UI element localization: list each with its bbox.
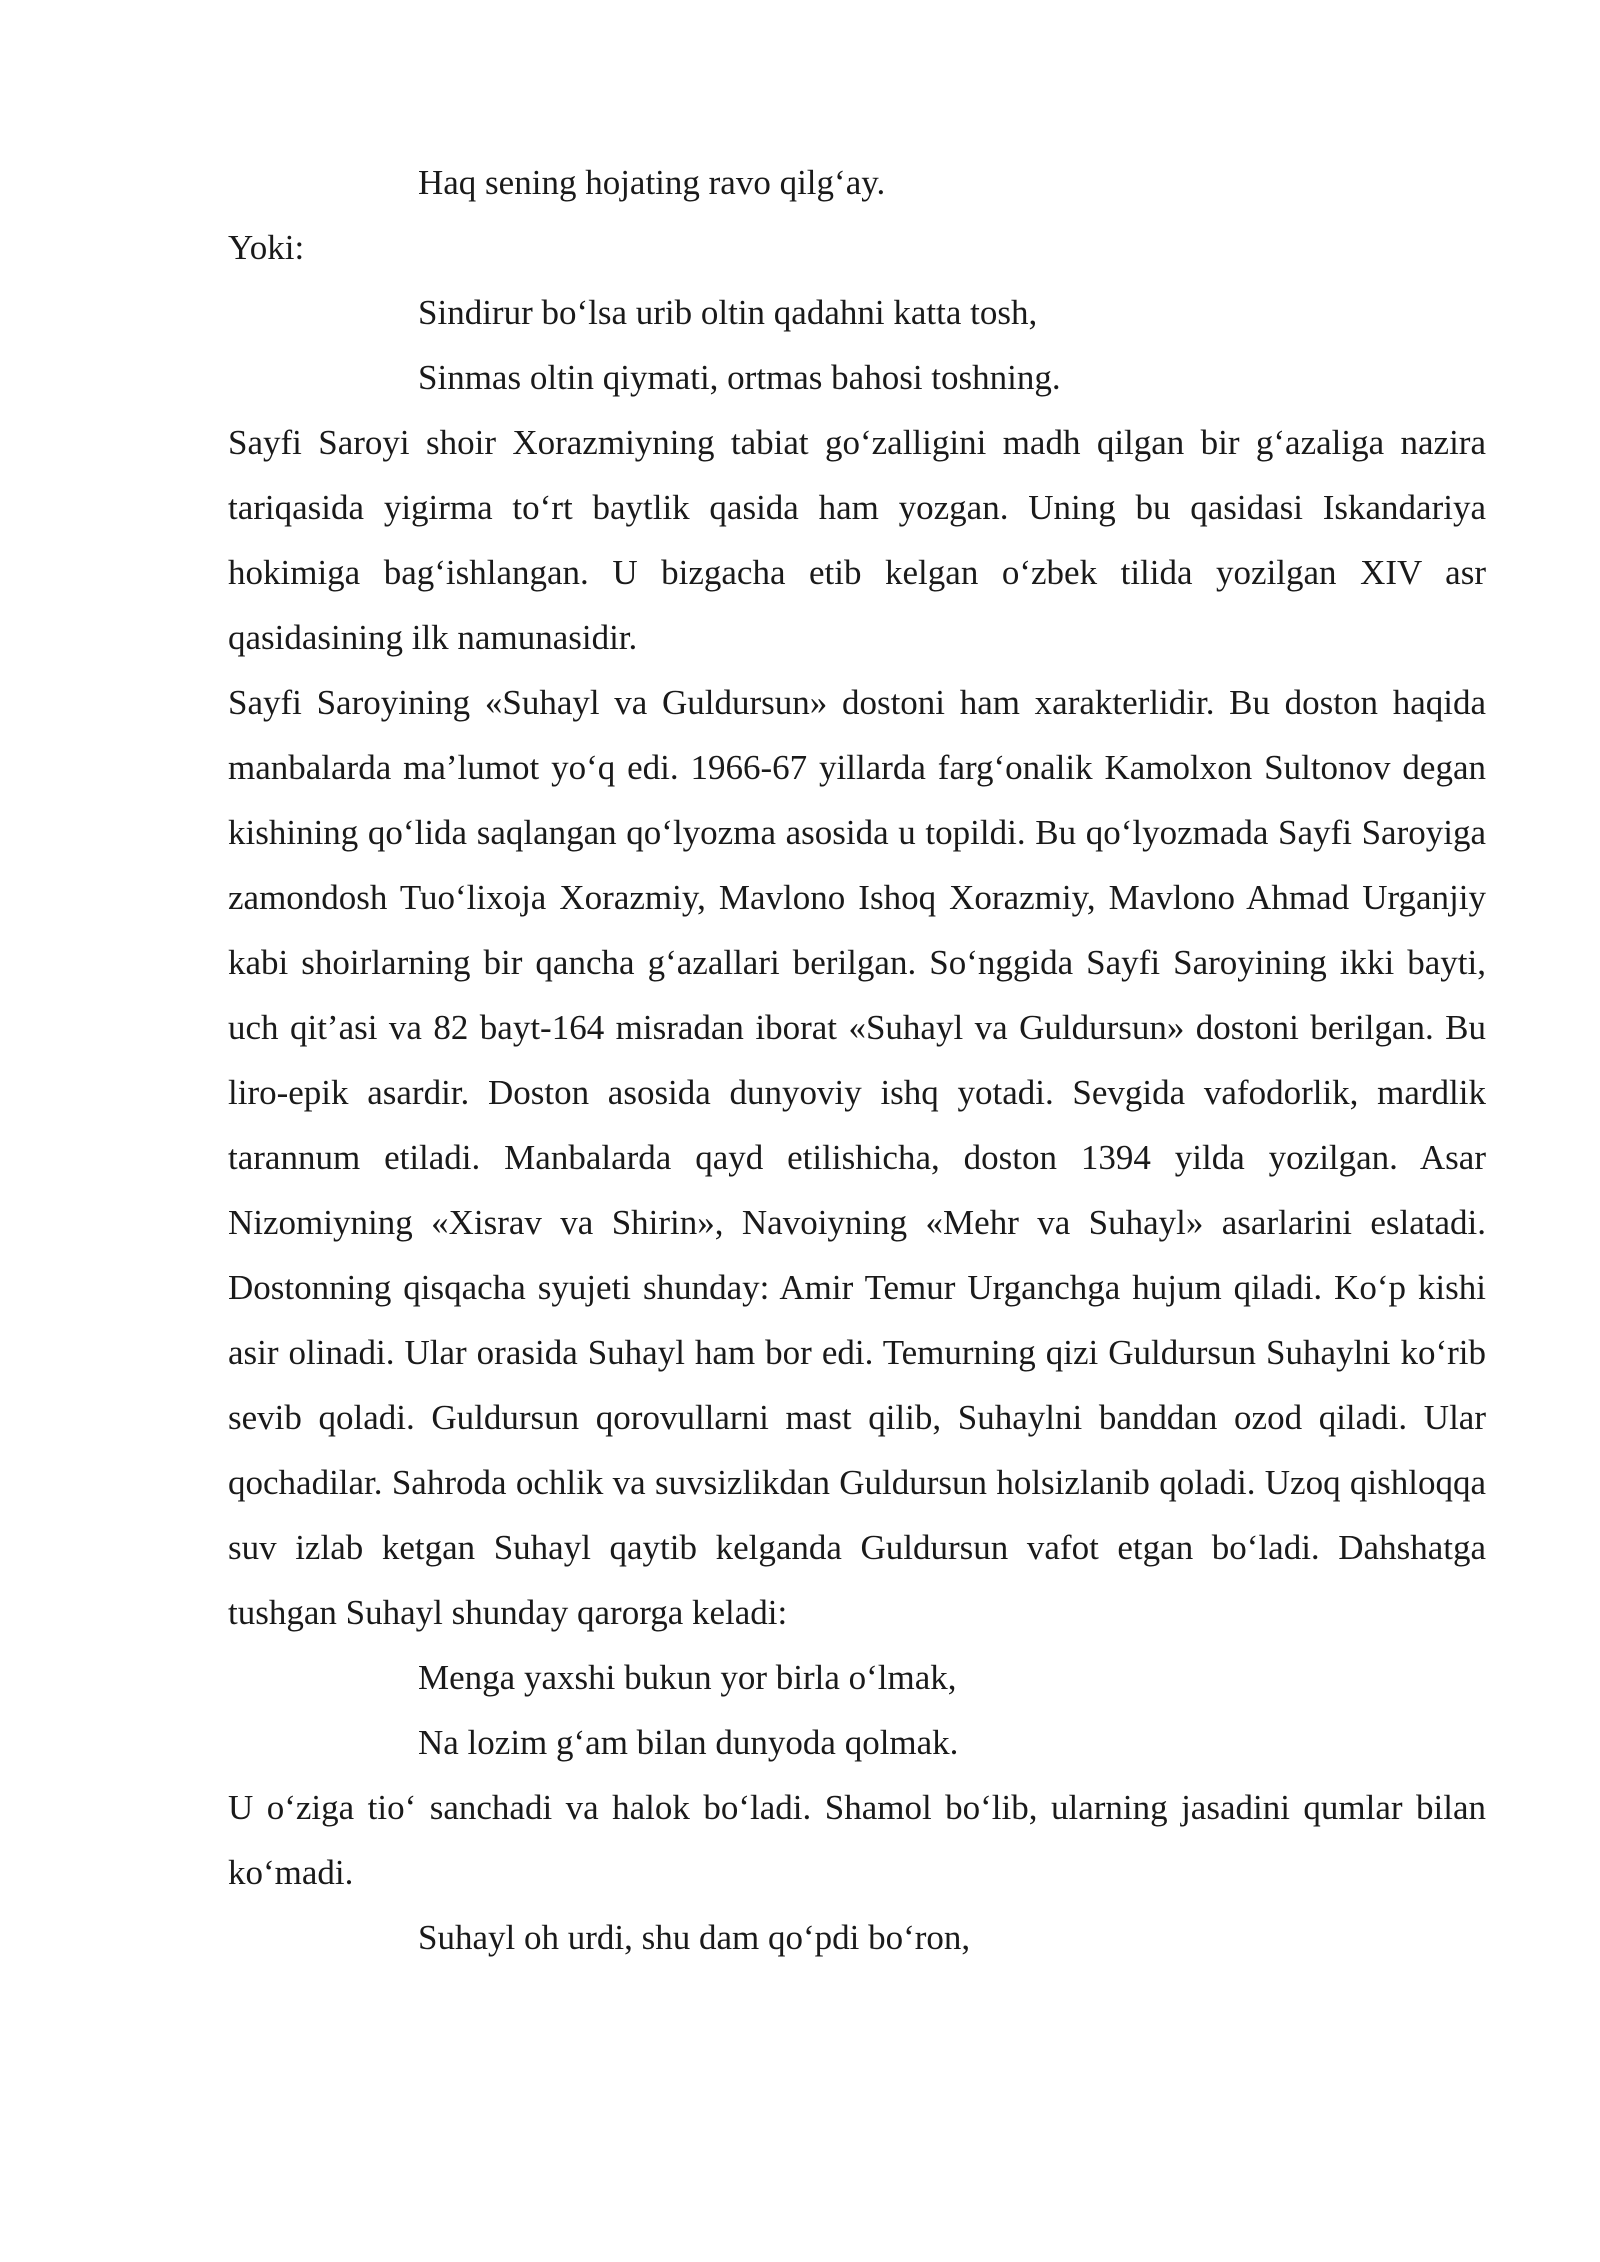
verse-line: Menga yaxshi bukun yor birla o‘lmak, (418, 1658, 957, 1697)
document-page (228, 150, 1486, 1970)
body-paragraph: Sayfi Saroyining «Suhayl va Guldursun» dostoni ham xarakterlidir. Bu doston haqida manbalarda ma’lumot yo‘q edi. 1966-67 yillarda farg‘onalik Kamolxon Sultonov degan kishining qo‘lida saqlangan qo‘lyozma asosida u topildi. Bu qo‘lyozmada Sayfi Saroyiga zamondosh Tuo‘lixoja Xorazmiy, Mavlono Ishoq Xorazmiy, Mavlono Ahmad Urganjiy kabi shoirlarning bir qancha g‘azallari berilgan. So‘nggida Sayfi Saroyining ikki bayti, uch qit’asi va 82 bayt-164 misradan iborat «Suhayl va Guldursun» dostoni berilgan. Bu liro-epik asardir. Doston asosida dunyoviy ishq yotadi. Sevgida vafodorlik, mardlik tarannum etiladi. Manbalarda qayd etilishicha, doston 1394 yilda yozilgan. Asar Nizomiyning «Xisrav va Shirin», Navoiyning «Mehr va Suhayl» asarlarini eslatadi. Dostonning qisqacha syujeti shunday: Amir Temur Urganchga hujum qiladi. Ko‘p kishi asir olinadi. Ular orasida Suhayl ham bor edi. Temurning qizi Guldursun Suhaylni ko‘rib sevib qoladi. Guldursun qorovullarni mast qilib, Suhaylni banddan ozod qiladi. Ular qochadilar. Sahroda ochlik va suvsizlikdan Guldursun holsizlanib qoladi. Uzoq qishloqqa suv izlab ketgan Suhayl qaytib kelganda Guldursun vafot etgan bo‘ladi. Dahshatga tushgan Suhayl shunday qarorga keladi: (228, 683, 1486, 1632)
verse-line: Sindirur bo‘lsa urib oltin qadahni katta tosh, (418, 293, 1038, 332)
verse-line: Suhayl oh urdi, shu dam qo‘pdi bo‘ron, (418, 1918, 971, 1957)
verse-line: Haq sening hojating ravo qilg‘ay. (418, 163, 886, 202)
body-paragraph: U o‘ziga tio‘ sanchadi va halok bo‘ladi. Shamol bo‘lib, ularning jasadini qumlar bilan ko‘madi. (228, 1788, 1486, 1892)
verse-line: Sinmas oltin qiymati, ortmas bahosi toshning. (418, 358, 1061, 397)
body-paragraph: Sayfi Saroyi shoir Xorazmiyning tabiat go‘zalligini madh qilgan bir g‘azaliga nazira tariqasida yigirma to‘rt baytlik qasida ham yozgan. Uning bu qasidasi Iskandariya hokimiga bag‘ishlangan. U bizgacha etib kelgan o‘zbek tilida yozilgan XIV asr qasidasining ilk namunasidir. (228, 423, 1486, 657)
intro-label: Yoki: (228, 228, 305, 267)
verse-line: Na lozim g‘am bilan dunyoda qolmak. (418, 1723, 959, 1762)
